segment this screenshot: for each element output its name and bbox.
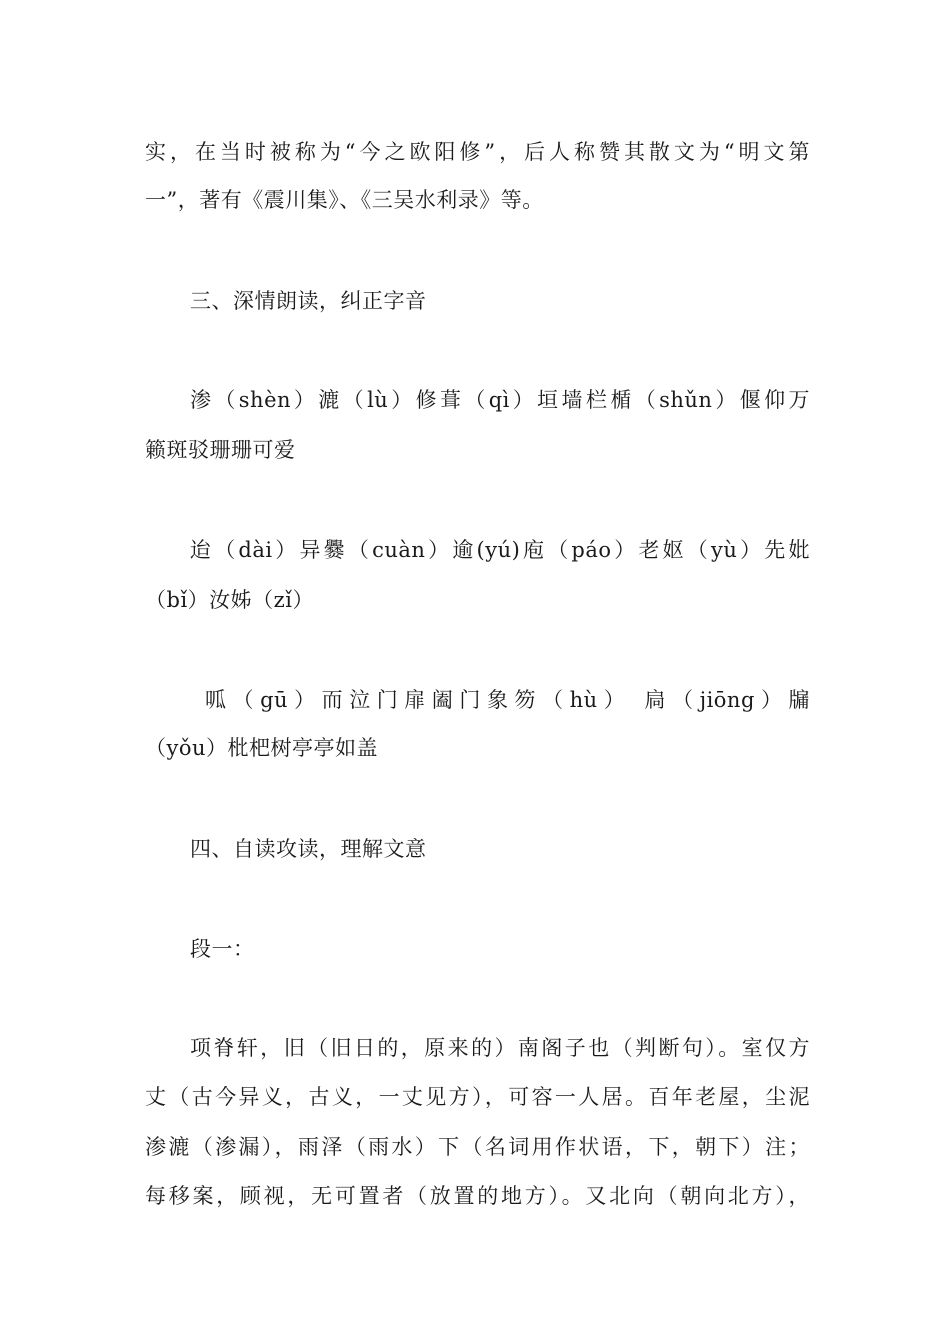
paragraph-line-1: 实，在当时被称为“今之欧阳修”，后人称赞其散文为“明文第 [145, 140, 810, 164]
paragraph-line-5: 渗漉（渗漏），雨泽（雨水）下（名词用作状语，下，朝下）注； [145, 1135, 810, 1159]
pinyin-line-3: 迨（dài）异爨（cuàn）逾(yú)庖（páo）老妪（yù）先妣 [190, 538, 810, 562]
pinyin-line-1: 渗（shèn）漉（lù）修葺（qì）垣墙栏楯（shǔn）偃仰万 [190, 388, 810, 412]
paragraph-line-2: 一”，著有《震川集》、《三吴水利录》等。 [145, 188, 544, 212]
pinyin-line-4: （bǐ）汝姊（zǐ） [145, 588, 314, 612]
paragraph-label: 段一： [190, 937, 255, 961]
paragraph-line-3: 项脊轩，旧（旧日的，原来的）南阁子也（判断句）。室仅方 [190, 1036, 810, 1060]
pinyin-line-2: 籁斑驳珊珊可爱 [145, 438, 296, 462]
pinyin-line-5: 呱（gū）而泣门扉阖门象笏（hù） 扃（jiōng）牖 [205, 688, 810, 712]
section-heading-3: 三、深情朗读，纠正字音 [190, 289, 427, 313]
paragraph-line-6: 每移案，顾视，无可置者（放置的地方）。又北向（朝向北方）， [145, 1184, 810, 1208]
section-heading-4: 四、自读攻读，理解文意 [190, 837, 427, 861]
pinyin-line-6: （yǒu）枇杷树亭亭如盖 [145, 736, 379, 760]
paragraph-line-4: 丈（古今异义，古义，一丈见方），可容一人居。百年老屋，尘泥 [145, 1085, 810, 1109]
